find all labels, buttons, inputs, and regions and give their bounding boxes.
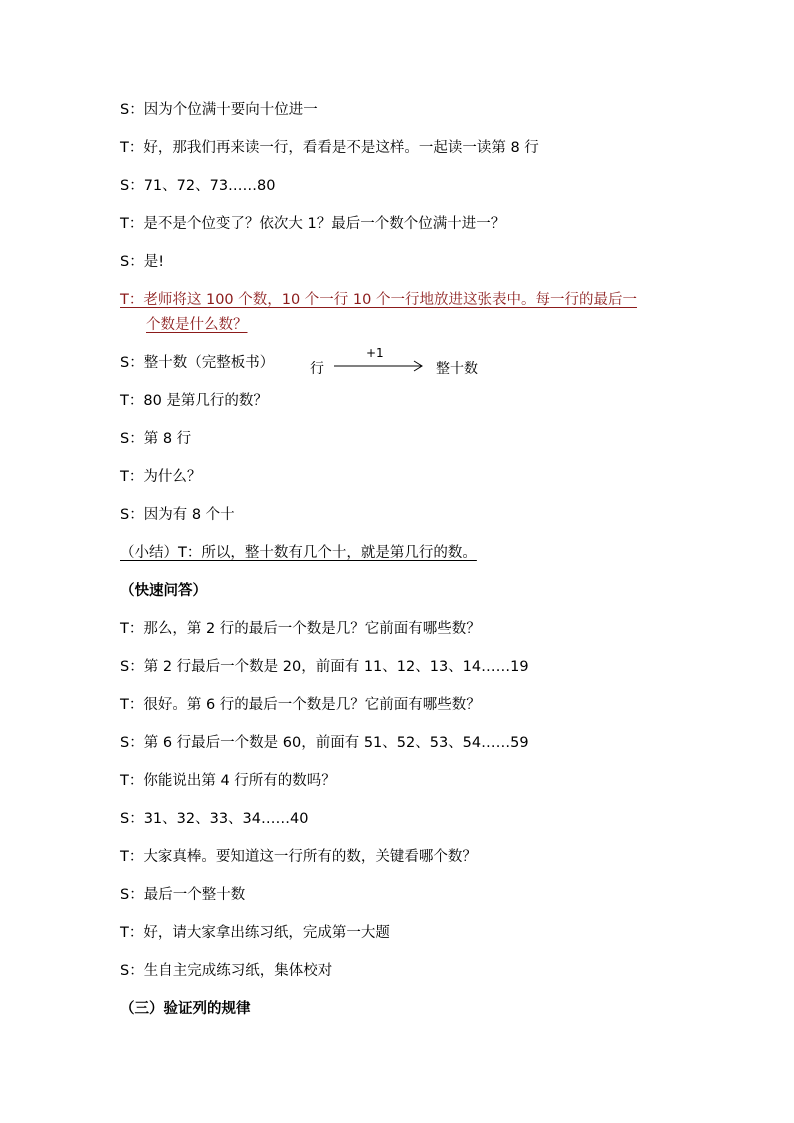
dialogue-line-7: S：整十数（完整板书） xyxy=(120,355,275,371)
dialogue-line-19: S：31、32、33、34……40 xyxy=(120,811,309,827)
dialogue-line-14: T：那么，第 2 行的最后一个数是几？它前面有哪些数？ xyxy=(120,621,481,637)
dialogue-line-10: T：为什么？ xyxy=(120,469,202,485)
dialogue-line-15: S：第 2 行最后一个数是 20，前面有 11、12、13、14……19 xyxy=(120,659,529,675)
diagram-tens-label: 整十数 xyxy=(436,361,478,377)
dialogue-line-1: S：因为个位满十要向十位进一 xyxy=(120,102,318,118)
row-to-tens-diagram xyxy=(310,344,490,384)
section-quick-qa: （快速问答） xyxy=(120,583,207,599)
diagram-plus-one-label: +1 xyxy=(366,346,384,360)
diagram-row-label: 行 xyxy=(310,361,324,377)
dialogue-line-20: T：大家真棒。要知道这一行所有的数，关键看哪个数？ xyxy=(120,849,477,865)
dialogue-line-18: T：你能说出第 4 行所有的数吗？ xyxy=(120,773,336,789)
dialogue-line-9: S：第 8 行 xyxy=(120,431,192,447)
dialogue-line-3: S：71、72、73……80 xyxy=(120,178,276,194)
dialogue-line-16: T：很好。第 6 行的最后一个数是几？它前面有哪些数？ xyxy=(120,697,481,713)
dialogue-line-17: S：第 6 行最后一个数是 60，前面有 51、52、53、54……59 xyxy=(120,735,529,751)
dialogue-line-21: S：最后一个整十数 xyxy=(120,887,246,903)
dialogue-line-11: S：因为有 8 个十 xyxy=(120,507,235,523)
arrow-right-icon xyxy=(334,358,426,374)
summary-line: （小结）T：所以，整十数有几个十，就是第几行的数。 xyxy=(120,545,477,561)
section-heading-column-rule: （三）验证列的规律 xyxy=(120,1001,251,1017)
dialogue-line-4: T：是不是个位变了？依次大 1？最后一个数个位满十进一？ xyxy=(120,216,506,232)
dialogue-line-23: S：生自主完成练习纸，集体校对 xyxy=(120,963,333,979)
dialogue-line-5: S：是! xyxy=(120,254,165,270)
dialogue-line-2: T：好，那我们再来读一行，看看是不是这样。一起读一读第 8 行 xyxy=(120,140,539,156)
teacher-question-line-2: 个数是什么数？ xyxy=(146,317,248,333)
dialogue-line-22: T：好，请大家拿出练习纸，完成第一大题 xyxy=(120,925,390,941)
teacher-question-line-1: T：老师将这 100 个数，10 个一行 10 个一行地放进这张表中。每一行的最后一 xyxy=(120,292,637,308)
dialogue-line-8: T：80 是第几行的数？ xyxy=(120,393,268,409)
